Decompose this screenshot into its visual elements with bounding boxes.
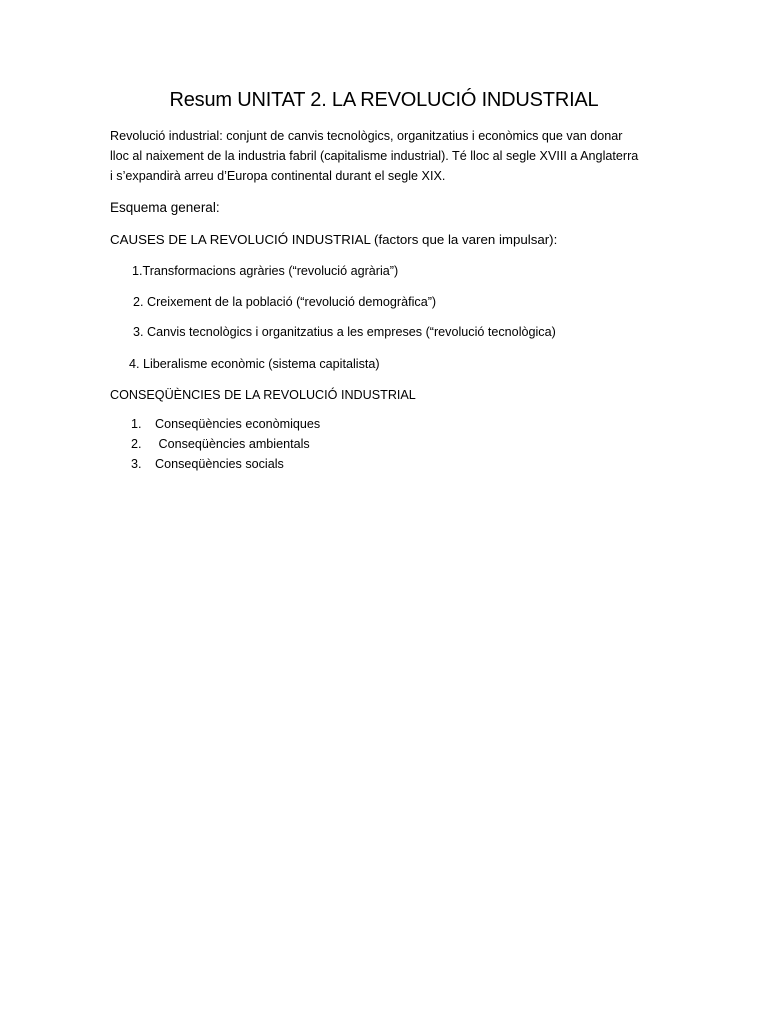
list-number: 1. <box>131 417 142 431</box>
document-title: Resum UNITAT 2. LA REVOLUCIÓ INDUSTRIAL <box>169 89 599 111</box>
intro-line: Revolució industrial: conjunt de canvis tecnològics, organitzatius i econòmics que van donar <box>110 129 623 143</box>
list-number: 2. <box>131 437 142 451</box>
list-item <box>131 434 320 454</box>
list-text: Conseqüències ambientals <box>155 437 310 451</box>
list-item <box>131 454 320 474</box>
consequences-list <box>131 414 320 474</box>
intro-line: lloc al naixement de la industria fabril (capitalisme industrial). Té lloc al segle XVIII a Anglaterra <box>110 149 639 163</box>
list-text: Conseqüències econòmiques <box>155 417 321 431</box>
list-item <box>131 414 320 434</box>
list-text: Conseqüències socials <box>155 457 284 471</box>
list-number: 3. <box>131 457 142 471</box>
cause-item: 4. Liberalisme econòmic (sistema capitalista) <box>129 357 380 371</box>
esquema-heading: Esquema general: <box>110 200 220 215</box>
causes-heading: CAUSES DE LA REVOLUCIÓ INDUSTRIAL (factors que la varen impulsar): <box>110 232 558 247</box>
consequences-heading: CONSEQÜÈNCIES DE LA REVOLUCIÓ INDUSTRIAL <box>110 388 416 402</box>
cause-item: 3. Canvis tecnològics i organitzatius a les empreses (“revolució tecnològica) <box>133 325 556 339</box>
cause-item: 1.Transformacions agràries (“revolució agrària”) <box>132 264 399 278</box>
cause-item: 2. Creixement de la població (“revolució demogràfica”) <box>133 295 437 309</box>
intro-line: i s’expandirà arreu d’Europa continental durant el segle XIX. <box>110 169 446 183</box>
intro-paragraph <box>110 126 670 186</box>
